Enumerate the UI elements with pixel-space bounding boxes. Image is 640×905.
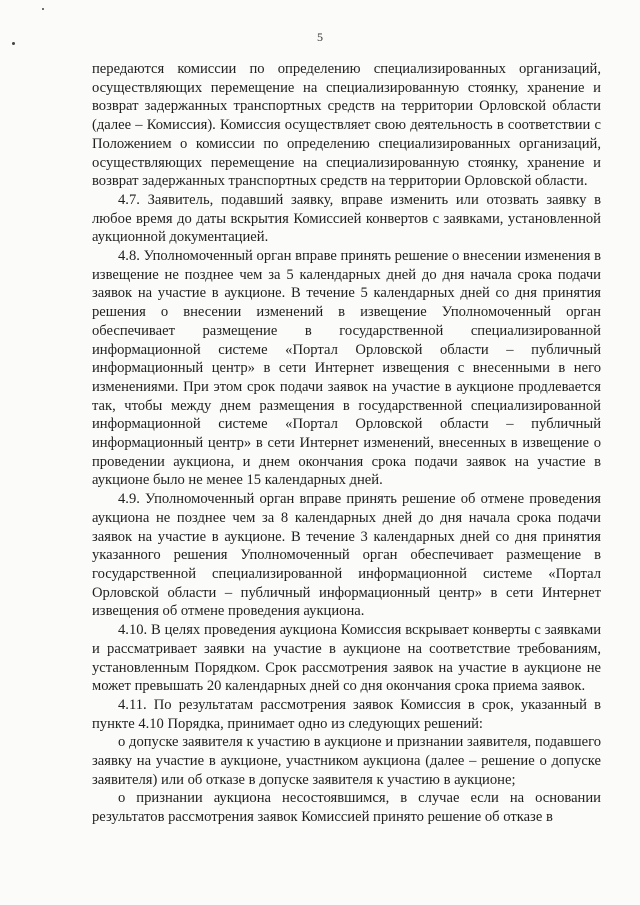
scan-speck xyxy=(12,42,15,45)
paragraph-4-9: 4.9. Уполномоченный орган вправе принять решение об отмене проведения аукциона не позднее чем за 8 календарных дней до дня начала срока подачи заявок на участие в аукционе. В течение 3 календарных дней со дня принятия указанного решения Уполномоченный орган обеспечивает размещение в государственной специализированной информационной системе «Портал Орловской области – публичный информационный центр» в сети Интернет извещения об отмене проведения аукциона. xyxy=(92,491,601,620)
list-item-auction-failed: о признании аукциона несостоявшимся, в случае если на основании результатов рассмотрения заявок Комиссией принято решение об отказе в xyxy=(92,790,601,826)
paragraph-4-10: 4.10. В целях проведения аукциона Комиссия вскрывает конверты с заявками и рассматривает заявки на участие в аукционе на соответствие требованиям, установленным Порядком. Срок рассмотрения заявок на участие в аукционе не может превышать 20 календарных дней со дня окончания срока приема заявок. xyxy=(92,622,601,695)
paragraph-4-7: 4.7. Заявитель, подавший заявку, вправе изменить или отозвать заявку в любое время до даты вскрытия Комиссией конвертов с заявками, установленной аукционной документацией. xyxy=(92,191,601,246)
page-number: 5 xyxy=(317,30,323,44)
list-item-admission-decision: о допуске заявителя к участию в аукционе и признании заявителя, подавшего заявку на участие в аукционе, участником аукциона (далее – решение о допуске заявителя) или об отказе в допуске заявителя к участию в аукционе; xyxy=(92,734,601,788)
scan-speck xyxy=(42,8,44,10)
paragraph-continuation: передаются комиссии по определению специализированных организаций, осуществляющих перемещение на специализированную стоянку, хранение и возврат задержанных транспортных средств на территории Орловской области (далее – Комиссия). Комиссия осуществляет свою деятельность в соответствии с Положением о комиссии по определению специализированных организаций, осуществляющих перемещение на специализированную стоянку, хранение и возврат задержанных транспортных средств на территории Орловской области. xyxy=(92,61,601,190)
paragraph-4-8: 4.8. Уполномоченный орган вправе принять решение о внесении изменения в извещение не позднее чем за 5 календарных дней до дня начала срока подачи заявок на участие в аукционе. В течение 5 календарных дней со дня принятия решения о внесении изменений в извещение Уполномоченный орган обеспечивает размещение в государственной специализированной информационной системе «Портал Орловской области – публичный информационный центр» в сети Интернет извещения с внесенными в него изменениями. При этом срок подачи заявок на участие в аукционе продлевается так, чтобы между днем размещения в государственной специализированной информационной системе «Портал Орловской области – публичный информационный центр» в сети Интернет изменений, внесенных в извещение о проведении аукциона, и днем окончания срока подачи заявок на участие в аукционе было не менее 15 календарных дней. xyxy=(92,248,601,489)
document-body xyxy=(92,60,601,827)
paragraph-4-11: 4.11. По результатам рассмотрения заявок Комиссия в срок, указанный в пункте 4.10 Порядка, принимает одно из следующих решений: xyxy=(92,696,601,732)
